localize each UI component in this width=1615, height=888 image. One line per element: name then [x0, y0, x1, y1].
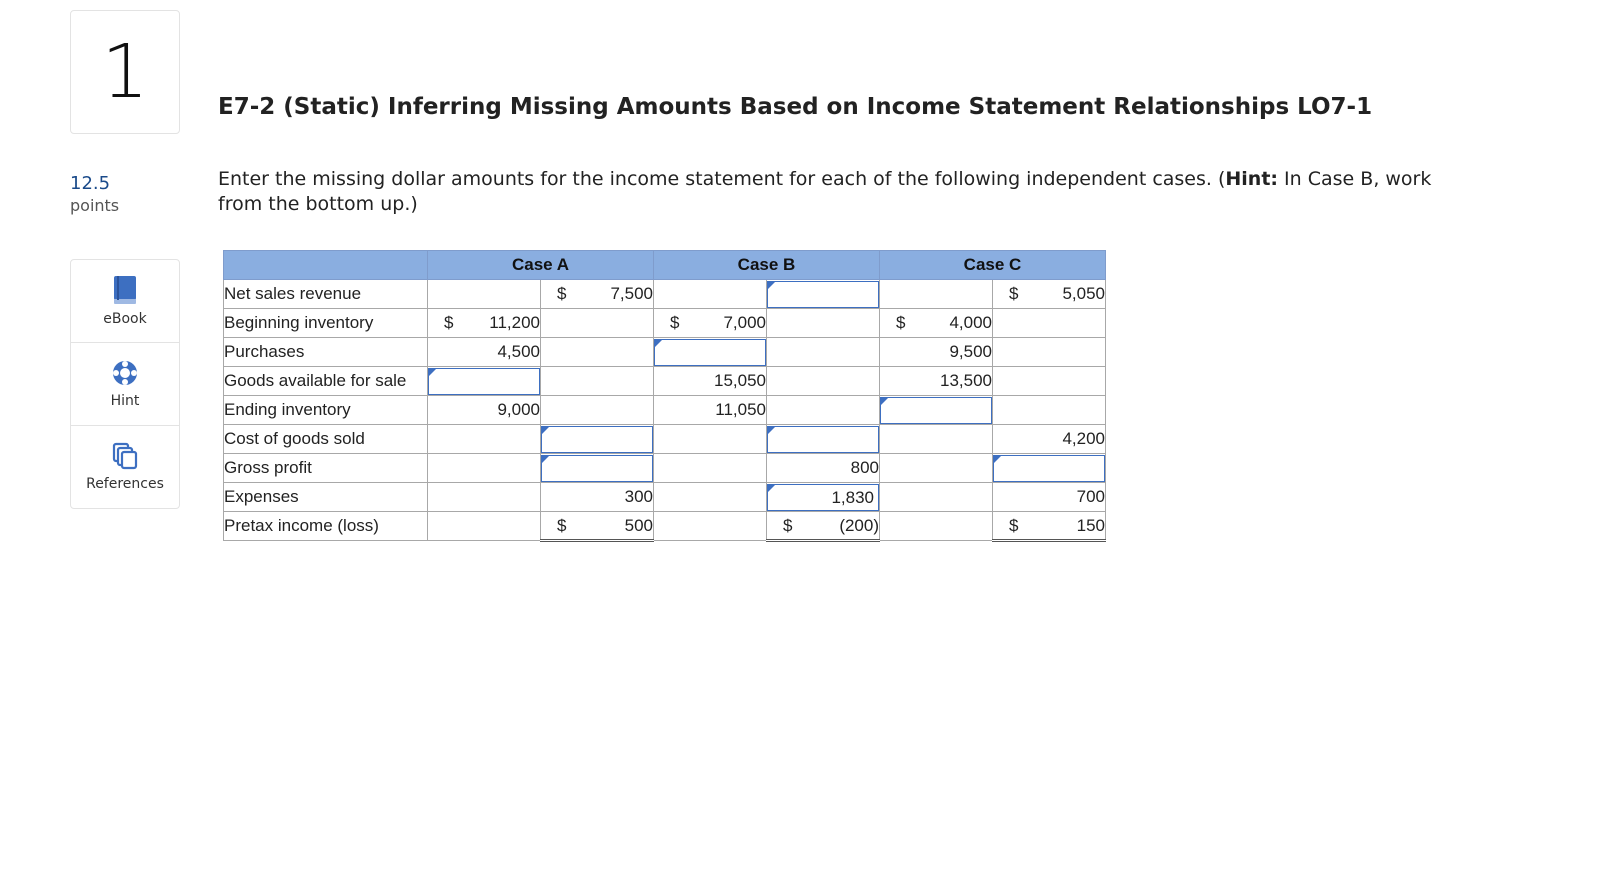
case-a-purchases: 4,500 — [497, 342, 540, 361]
references-label: References — [86, 476, 164, 492]
hint-label: Hint — [110, 393, 140, 409]
cell-value — [767, 512, 880, 541]
dollar-sign: $ — [1009, 515, 1019, 535]
cell-empty — [654, 483, 767, 512]
cell-value — [428, 338, 541, 367]
case-c-cogs: 4,200 — [1062, 429, 1105, 448]
case-b-expenses-input[interactable]: 1,830 — [767, 483, 880, 512]
cell-empty — [993, 367, 1106, 396]
case-b-purchases-input[interactable] — [654, 338, 767, 367]
cell-empty — [767, 396, 880, 425]
dollar-sign: $ — [557, 515, 567, 535]
header-blank — [224, 251, 428, 280]
case-b-gross-profit: 800 — [850, 458, 879, 477]
cell-value — [654, 396, 767, 425]
case-c-goods-available: 13,500 — [940, 371, 992, 390]
row-label: Purchases — [224, 338, 428, 367]
case-b-pretax-income: (200) — [839, 515, 879, 535]
table-row — [224, 280, 1106, 309]
question-number: 1 — [101, 29, 149, 115]
points-value: 12.5 — [70, 173, 111, 194]
book-icon — [112, 275, 138, 305]
cell-value — [880, 338, 993, 367]
table-row — [224, 425, 1106, 454]
cell-empty — [541, 309, 654, 338]
header-case-a: Case A — [428, 251, 654, 280]
header-case-b: Case B — [654, 251, 880, 280]
table-row — [224, 367, 1106, 396]
cell-value — [880, 367, 993, 396]
cell-value — [654, 367, 767, 396]
case-b-ending-inventory: 11,050 — [715, 400, 766, 419]
header-row — [224, 251, 1106, 280]
cell-value — [428, 396, 541, 425]
tools-panel — [70, 259, 180, 509]
row-label: Pretax income (loss) — [224, 512, 428, 541]
instructions — [218, 167, 1468, 217]
dollar-sign: $ — [557, 284, 567, 303]
row-label: Goods available for sale — [224, 367, 428, 396]
case-a-gross-profit-input[interactable] — [541, 454, 654, 483]
cell-empty — [654, 454, 767, 483]
cell-empty — [767, 367, 880, 396]
cell-value — [654, 309, 767, 338]
cell-empty — [654, 512, 767, 541]
table-row — [224, 454, 1106, 483]
case-c-ending-inventory-input[interactable] — [880, 396, 993, 425]
ebook-label: eBook — [103, 311, 147, 327]
dollar-sign: $ — [1009, 284, 1019, 303]
case-b-beginning-inventory: 7,000 — [723, 313, 766, 332]
case-a-cogs-input[interactable] — [541, 425, 654, 454]
case-c-net-sales: 5,050 — [1062, 284, 1105, 303]
lifebuoy-icon — [111, 359, 139, 387]
cell-value — [993, 512, 1106, 541]
cell-value — [541, 280, 654, 309]
case-a-goods-available-input[interactable] — [428, 367, 541, 396]
income-statement-table — [223, 250, 1106, 542]
cell-empty — [880, 425, 993, 454]
row-label: Net sales revenue — [224, 280, 428, 309]
case-b-cogs-input[interactable] — [767, 425, 880, 454]
table-row — [224, 396, 1106, 425]
references-button[interactable] — [71, 426, 179, 508]
cell-empty — [880, 512, 993, 541]
case-a-expenses: 300 — [624, 487, 653, 506]
hint-text: In Case B, work from the bottom up.) — [218, 168, 1432, 215]
cell-empty — [880, 454, 993, 483]
table-row — [224, 309, 1106, 338]
cell-empty — [993, 396, 1106, 425]
dollar-sign: $ — [670, 313, 680, 332]
cell-value — [993, 483, 1106, 512]
table-row — [224, 483, 1106, 512]
case-a-net-sales: 7,500 — [610, 284, 653, 303]
cell-value — [428, 309, 541, 338]
cell-empty — [541, 338, 654, 367]
row-label: Beginning inventory — [224, 309, 428, 338]
cell-empty — [654, 425, 767, 454]
cell-empty — [654, 280, 767, 309]
row-label: Gross profit — [224, 454, 428, 483]
cell-empty — [993, 338, 1106, 367]
case-a-ending-inventory: 9,000 — [497, 400, 540, 419]
cell-empty — [541, 396, 654, 425]
case-c-purchases: 9,500 — [949, 342, 992, 361]
case-c-gross-profit-input[interactable] — [993, 454, 1106, 483]
case-b-goods-available: 15,050 — [714, 371, 766, 390]
cell-empty — [767, 309, 880, 338]
cell-empty — [993, 309, 1106, 338]
cell-value — [541, 512, 654, 541]
dollar-sign: $ — [896, 313, 906, 332]
cell-value — [880, 309, 993, 338]
cell-empty — [880, 280, 993, 309]
question-number-box — [70, 10, 180, 134]
header-case-c: Case C — [880, 251, 1106, 280]
cell-empty — [767, 338, 880, 367]
case-c-pretax-income: 150 — [1076, 515, 1105, 535]
dollar-sign: $ — [444, 313, 454, 332]
ebook-button[interactable] — [71, 260, 179, 343]
case-c-beginning-inventory: 4,000 — [949, 313, 992, 332]
cell-empty — [880, 483, 993, 512]
case-a-beginning-inventory: 11,200 — [489, 313, 540, 332]
table-row — [224, 338, 1106, 367]
cell-empty — [428, 512, 541, 541]
cell-value — [767, 454, 880, 483]
cell-value — [993, 280, 1106, 309]
problem-title: E7-2 (Static) Inferring Missing Amounts Based on Income Statement Relationships LO7-1 — [218, 94, 1373, 120]
hint-bold: Hint: — [1225, 168, 1279, 190]
copy-pages-icon — [112, 442, 138, 470]
row-label: Cost of goods sold — [224, 425, 428, 454]
row-label: Expenses — [224, 483, 428, 512]
case-a-pretax-income: 500 — [624, 515, 653, 535]
dollar-sign: $ — [783, 515, 793, 535]
cell-empty — [541, 367, 654, 396]
cell-value — [541, 483, 654, 512]
case-c-expenses: 700 — [1076, 487, 1105, 506]
cell-empty — [428, 483, 541, 512]
hint-button[interactable] — [71, 343, 179, 426]
cell-empty — [428, 425, 541, 454]
cell-empty — [428, 280, 541, 309]
points-display — [70, 173, 119, 217]
table-row — [224, 512, 1106, 541]
case-b-net-sales-input[interactable] — [767, 280, 880, 309]
cell-value — [993, 425, 1106, 454]
instructions-text: Enter the missing dollar amounts for the income statement for each of the following independent cases. ( — [218, 168, 1226, 190]
points-label: points — [70, 196, 120, 215]
cell-empty — [428, 454, 541, 483]
row-label: Ending inventory — [224, 396, 428, 425]
